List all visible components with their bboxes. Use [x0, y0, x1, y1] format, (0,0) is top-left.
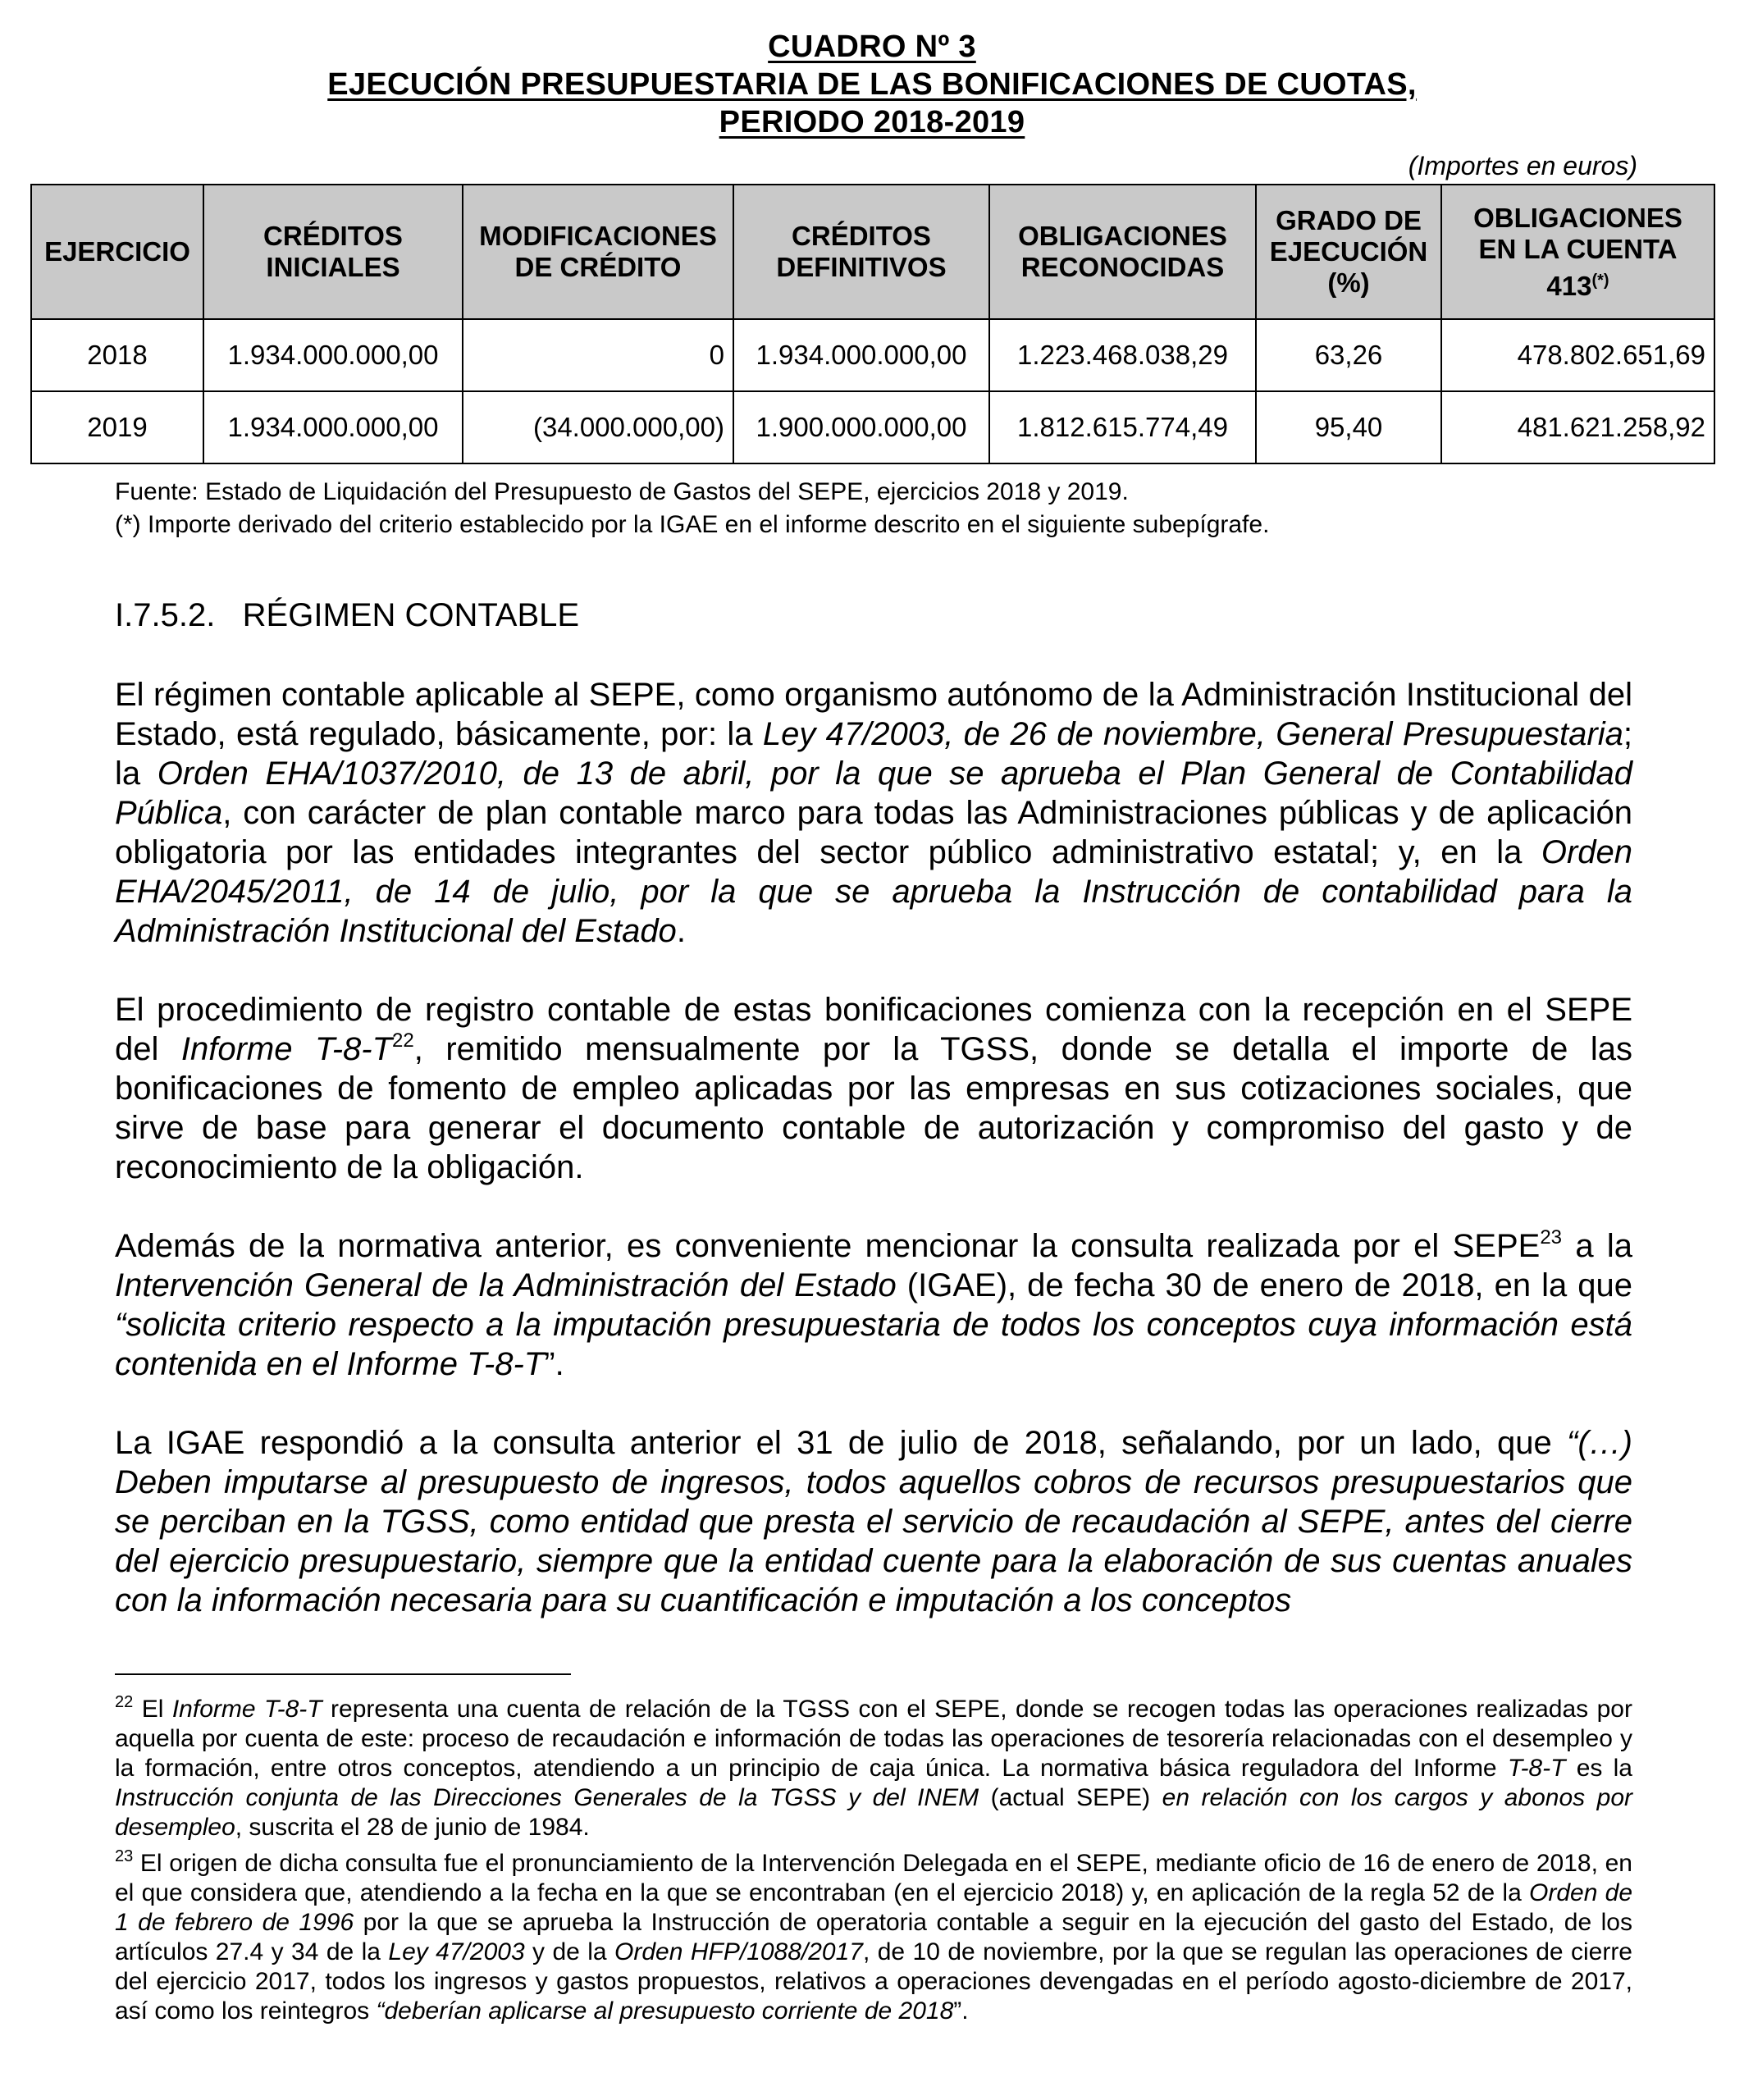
cell-creditos-iniciales: 1.934.000.000,00 — [203, 391, 463, 463]
cell-creditos-iniciales: 1.934.000.000,00 — [203, 319, 463, 391]
source-note: Fuente: Estado de Liquidación del Presupuesto de Gastos del SEPE, ejercicios 2018 y 2019. — [115, 478, 1129, 505]
paragraph-consulta: Además de la normativa anterior, es conveniente mencionar la consulta realizada por el SEPE$^{23}$ a la Intervención General de la Administración del Estado (IGAE), de fecha 30 de enero de 2018, en la que “solicita criterio respecto a la imputación presupuestaria de todos los conceptos cuya información está contenida en el Informe T-8-T”. — [115, 1226, 1633, 1382]
footnote-22: $^{22}$ El Informe T-8-T representa una cuenta de relación de la TGSS con el SEPE, donde se recogen todas las operaciones realizadas por aquella por cuenta de este: proceso de recaudación e información de todas las operaciones de tesorería relacionadas con el desempleo y la formación, entre otros conceptos, atendiendo a un principio de caja única. La normativa básica reguladora del Informe T-8-T es la Instrucción conjunta de las Direcciones Generales de la TGSS y del INEM (actual SEPE) en relación con los cargos y abonos por desempleo, suscrita el 28 de junio de 1984. — [115, 1693, 1632, 1841]
header-creditos-definitivos: CRÉDITOS DEFINITIVOS — [733, 185, 989, 319]
units-note: (Importes en euros) — [1408, 151, 1637, 180]
title-line-1: CUADRO Nº 3 — [768, 30, 976, 64]
paragraph-respuesta-igae: La IGAE respondió a la consulta anterior el 31 de julio de 2018, señalando, por un lado, que “(…) Deben imputarse al presupuesto de ingresos, todos aquellos cobros de recursos presupuestarios que se perciban en la TGSS, como entidad que presta el servicio de recaudación al SEPE, antes del cierre del ejercicio presupuestario, siempre que la entidad cuente para la elaboración de sus cuentas anuales con la información necesaria para su cuantificación e imputación a los conceptos — [115, 1425, 1632, 1618]
header-obligaciones-reconocidas: OBLIGACIONES RECONOCIDAS — [989, 185, 1256, 319]
footnote-23: $^{23}$ El origen de dicha consulta fue el pronunciamiento de la Intervención Delegada en el SEPE, mediante oficio de 16 de enero de 2018, en el que considera que, atendiendo a la fecha en la que se encontraban (en el ejercicio 2018) y, en aplicación de la regla 52 de la Orden de 1 de febrero de 1996 por la que se aprueba la Instrucción de operatoria contable a seguir en la ejecución del gasto del Estado, de los artículos 27.4 y 34 de la Ley 47/2003 y de la Orden HFP/1088/2017, de 10 de noviembre, por la que se regulan las operaciones de cierre del ejercicio 2017, todos los ingresos y gastos propuestos, relativos a operaciones devengadas en el período agosto-diciembre de 2017, así como los reintegros “deberían aplicarse al presupuesto corriente de 2018”. — [115, 1847, 1632, 2025]
cell-grado: 95,40 — [1256, 391, 1441, 463]
cell-creditos-definitivos: 1.934.000.000,00 — [733, 319, 989, 391]
footnote-separator — [115, 1673, 571, 1675]
cell-obligaciones: 1.812.615.774,49 — [989, 391, 1256, 463]
cell-cuenta-413: 481.621.258,92 — [1441, 391, 1714, 463]
cell-modificaciones: (34.000.000,00) — [463, 391, 733, 463]
header-obligaciones-cuenta-413: OBLIGACIONES EN LA CUENTA 413(*) — [1441, 185, 1714, 319]
cell-ejercicio: 2019 — [31, 391, 203, 463]
title-line-2: EJECUCIÓN PRESUPUESTARIA DE LAS BONIFICACIONES DE CUOTAS, — [327, 67, 1417, 102]
cell-ejercicio: 2018 — [31, 319, 203, 391]
title-line-3: PERIODO 2018-2019 — [719, 105, 1025, 139]
cell-cuenta-413: 478.802.651,69 — [1441, 319, 1714, 391]
table-title — [0, 28, 1744, 141]
cell-creditos-definitivos: 1.900.000.000,00 — [733, 391, 989, 463]
header-modificaciones: MODIFICACIONES DE CRÉDITO — [463, 185, 733, 319]
footnote-number: 22 — [115, 1693, 134, 1711]
header-ejercicio: EJERCICIO — [31, 185, 203, 319]
budget-table — [30, 184, 1715, 464]
footnote-ref-22: 22 — [392, 1029, 414, 1052]
asterisk-note: (*) Importe derivado del criterio establecido por la IGAE en el informe descrito en el siguiente subepígrafe. — [115, 511, 1270, 538]
table-row — [31, 391, 1714, 463]
section-number: I.7.5.2. — [115, 597, 216, 633]
paragraph-regimen: El régimen contable aplicable al SEPE, como organismo autónomo de la Administración Institucional del Estado, está regulado, básicamente, por: la Ley 47/2003, de 26 de noviembre, General Presupuestaria; la Orden EHA/1037/2010, de 13 de abril, por la que se aprueba el Plan General de Contabilidad Pública, con carácter de plan contable marco para todas las Administraciones públicas y de aplicación obligatoria por las entidades integrantes del sector público administrativo estatal; y, en la Orden EHA/2045/2011, de 14 de julio, por la que se aprueba la Instrucción de contabilidad para la Administración Institucional del Estado. — [115, 677, 1632, 949]
section-heading — [115, 597, 579, 634]
cell-modificaciones: 0 — [463, 319, 733, 391]
footnote-number: 23 — [115, 1847, 134, 1865]
footnote-ref-23: 23 — [1540, 1226, 1563, 1249]
header-grado-ejecucion: GRADO DE EJECUCIÓN (%) — [1256, 185, 1441, 319]
table-header-row — [31, 185, 1714, 319]
header-creditos-iniciales: CRÉDITOS INICIALES — [203, 185, 463, 319]
section-title: RÉGIMEN CONTABLE — [242, 597, 580, 633]
table-row — [31, 319, 1714, 391]
table-notes — [115, 476, 1269, 541]
cell-obligaciones: 1.223.468.038,29 — [989, 319, 1256, 391]
paragraph-procedimiento: El procedimiento de registro contable de estas bonificaciones comienza con la recepción en el SEPE del Informe $T-8-T^{22}$, remitido mensualmente por la TGSS, donde se detalla el importe de las bonificaciones de fomento de empleo aplicadas por las empresas en sus cotizaciones sociales, que sirve de base para generar el documento contable de autorización y compromiso del gasto y de reconocimiento de la obligación. — [115, 992, 1632, 1185]
cell-grado: 63,26 — [1256, 319, 1441, 391]
